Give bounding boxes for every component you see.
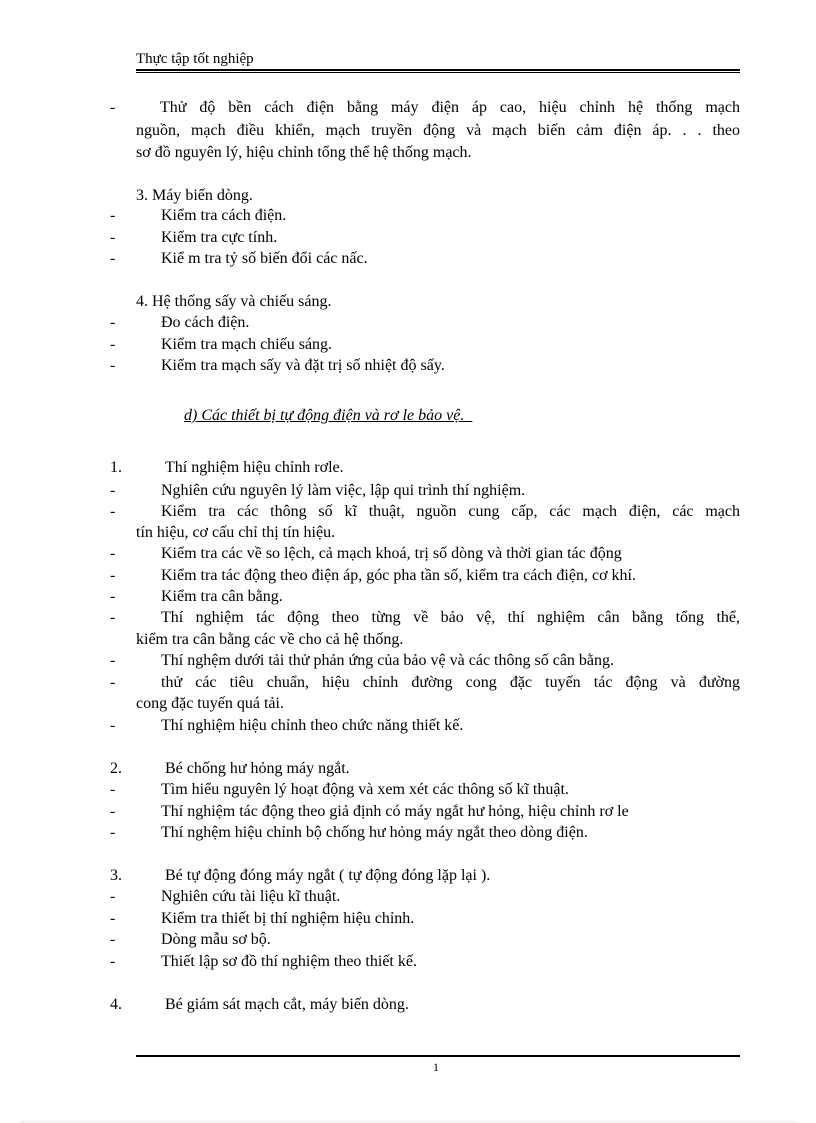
bullet-dash: - (110, 953, 116, 970)
bullet-dash: - (110, 931, 116, 948)
section-4-item: Kiểm tra mạch sấy và đặt trị số nhiệt độ sấy. (161, 357, 445, 374)
list-1-title: Thí nghiệm hiệu chỉnh rơle. (165, 459, 344, 476)
bullet-dash: - (110, 567, 116, 584)
list-1-item-cont: kiểm tra cân bằng các về cho cả hệ thống. (136, 631, 404, 648)
list-1-item-cont: tín hiệu, cơ cấu chỉ thị tín hiệu. (136, 524, 336, 541)
header-title: Thực tập tốt nghiệp (136, 51, 254, 67)
section-3-item: Kiể m tra tỷ số biến đổi các nấc. (161, 250, 368, 267)
bullet-dash: - (110, 99, 116, 116)
list-1-item-cont: cong đặc tuyến quá tải. (136, 695, 284, 712)
section-4-title: 4. Hệ thống sấy và chiếu sáng. (136, 293, 332, 310)
bullet-dash: - (110, 314, 116, 331)
bullet-dash: - (110, 336, 116, 353)
list-1-item: thử các tiêu chuẩn, hiệu chỉnh đường cong đặc tuyến tác động và đường (161, 674, 740, 691)
bullet-dash: - (110, 503, 116, 520)
list-1-item: Kiểm tra các thông số kĩ thuật, nguồn cung cấp, các mạch điện, các mạch (161, 503, 740, 520)
bullet-dash: - (110, 609, 116, 626)
list-number: 4. (110, 996, 122, 1013)
bullet-dash: - (110, 250, 116, 267)
section-3-item: Kiểm tra cực tính. (161, 229, 278, 246)
footer-rule (136, 1055, 740, 1057)
list-3-item: Nghiên cứu tài liệu kĩ thuật. (161, 888, 341, 905)
bullet-dash: - (110, 824, 116, 841)
bullet-dash: - (110, 674, 116, 691)
list-3-item: Kiểm tra thiết bị thí nghiệm hiệu chỉnh. (161, 910, 415, 927)
bullet-dash: - (110, 652, 116, 669)
section-4-item: Đo cách điện. (161, 314, 250, 331)
list-1-item: Thí nghệm dưới tải thử phản ứng của bảo vệ và các thông số cân bằng. (161, 652, 615, 669)
page-edge (20, 1121, 796, 1122)
list-1-item: Kiểm tra các về so lệch, cả mạch khoá, trị số dòng và thời gian tác động (161, 545, 622, 562)
bullet-dash: - (110, 357, 116, 374)
page-number: 1 (433, 1060, 439, 1074)
bullet-dash: - (110, 207, 116, 224)
list-number: 1. (110, 459, 122, 476)
list-1-item: Thí nghiệm hiệu chỉnh theo chức năng thiết kế. (161, 717, 464, 734)
bullet-dash: - (110, 588, 116, 605)
header-rule (136, 69, 740, 73)
section-3-item: Kiểm tra cách điện. (161, 207, 287, 224)
list-2-item: Thí nghiệm tác động theo giả định có máy ngắt hư hỏng, hiệu chỉnh rơ le (161, 803, 629, 820)
bullet-dash: - (110, 888, 116, 905)
section-3-title: 3. Máy biến dòng. (136, 187, 253, 204)
list-number: 2. (110, 760, 122, 777)
list-3-item: Thiết lập sơ đồ thí nghiệm theo thiết kế. (161, 953, 417, 970)
bullet-dash: - (110, 781, 116, 798)
bullet-dash: - (110, 229, 116, 246)
list-number: 3. (110, 867, 122, 884)
intro-line-1: Thử độ bền cách điện bằng máy điện áp cao, hiệu chỉnh hệ thống mạch (160, 99, 740, 116)
bullet-dash: - (110, 717, 116, 734)
subheading: d) Các thiết bị tự động điện và rơ le bảo vệ. (184, 407, 473, 424)
section-4-item: Kiểm tra mạch chiếu sáng. (161, 336, 333, 353)
bullet-dash: - (110, 545, 116, 562)
intro-line-2: nguồn, mạch điều khiển, mạch truyền động và mạch biến cảm điện áp. . . theo (136, 122, 740, 139)
list-3-title: Bé tự động đóng máy ngắt ( tự động đóng lặp lại ). (165, 867, 491, 884)
list-1-item: Kiểm tra cân bằng. (161, 588, 283, 605)
bullet-dash: - (110, 482, 116, 499)
list-2-title: Bé chống hư hỏng máy ngắt. (165, 760, 350, 777)
list-1-item: Kiểm tra tác động theo điện áp, góc pha tần số, kiểm tra cách điện, cơ khí. (161, 567, 636, 584)
bullet-dash: - (110, 803, 116, 820)
list-1-item: Thí nghiệm tác động theo từng về bảo vệ, thí nghiệm cân bằng tổng thể, (161, 609, 740, 626)
list-2-item: Thí nghệm hiệu chỉnh bộ chống hư hỏng máy ngắt theo dòng điện. (161, 824, 588, 841)
bullet-dash: - (110, 910, 116, 927)
list-3-item: Dòng mẫu sơ bộ. (161, 931, 271, 948)
list-2-item: Tìm hiểu nguyên lý hoạt động và xem xét các thông số kĩ thuật. (161, 781, 569, 798)
list-1-item: Nghiên cứu nguyên lý làm việc, lập qui trình thí nghiệm. (161, 482, 526, 499)
list-4-title: Bé giám sát mạch cắt, máy biến dòng. (165, 996, 409, 1013)
intro-line-3: sơ đồ nguyên lý, hiệu chỉnh tổng thể hệ thống mạch. (136, 144, 472, 161)
